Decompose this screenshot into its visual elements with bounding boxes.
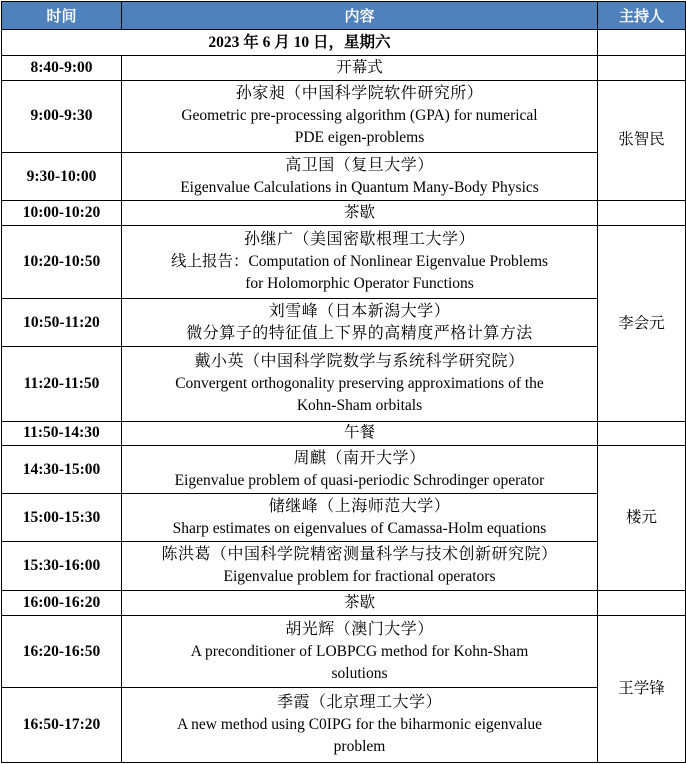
host-empty-cell [598,421,686,445]
date-label: 2023 年 6 月 10 日，星期六 [2,30,598,56]
header-content: 内容 [122,2,598,30]
session-row [2,152,686,200]
session-time: 15:30-16:00 [2,542,122,590]
session-content [122,615,598,687]
event-label: 茶歇 [122,590,598,615]
event-label: 茶歇 [122,201,598,226]
break-row [2,201,686,226]
session-time: 16:20-16:50 [2,615,122,687]
talk-title-line: PDE eigen-problems [294,129,425,147]
speaker-name: 储继峰（上海师范大学） [268,497,451,515]
header-time: 时间 [2,2,122,30]
speaker-name: 高卫国（复旦大学） [285,156,434,174]
talk-title-line: 线上报告：Computation of Nonlinear Eigenvalue Problems [170,253,549,271]
header-host: 主持人 [598,2,686,30]
session-content [122,347,598,421]
session-time: 16:00-16:20 [2,590,122,615]
session-content [122,494,598,542]
event-label: 开幕式 [122,56,598,80]
break-row [2,421,686,445]
date-host-empty [598,30,686,56]
host-empty-cell [598,201,686,226]
session-time: 10:20-10:50 [2,226,122,298]
speaker-name: 孙继广（美国密歇根理工大学） [243,231,475,249]
session-content [122,542,598,590]
session-time: 9:00-9:30 [2,80,122,152]
session-time: 9:30-10:00 [2,152,122,200]
session-host: 李会元 [598,226,686,421]
session-time: 15:00-15:30 [2,494,122,542]
session-time: 8:40-9:00 [2,56,122,80]
host-empty-cell [598,56,686,80]
session-row [2,298,686,346]
session-row [2,445,686,493]
session-time: 10:50-11:20 [2,298,122,346]
date-row [2,30,686,56]
session-row [2,226,686,298]
session-time: 11:50-14:30 [2,421,122,445]
header-row [2,2,686,30]
session-time: 10:00-10:20 [2,201,122,226]
speaker-name: 季霞（北京理工大学） [276,694,442,712]
speaker-name: 胡光辉（澳门大学） [285,620,434,638]
speaker-name: 孙家昶（中国科学院软件研究所） [235,85,484,103]
event-label: 午餐 [122,421,598,445]
session-host: 张智民 [598,80,686,201]
talk-title-line: A preconditioner of LOBPCG method for Kohn-Sham [190,642,529,660]
session-row [2,347,686,421]
session-time: 16:50-17:20 [2,688,122,763]
schedule-table [1,1,686,763]
speaker-name: 戴小英（中国科学院数学与系统科学研究院） [194,352,525,370]
talk-title-line: Sharp estimates on eigenvalues of Camassa-Holm equations [172,519,547,537]
talk-title-line: problem [333,738,386,756]
break-row [2,590,686,615]
talk-title-line: Eigenvalue problem for fractional operators [223,568,496,586]
session-row [2,80,686,152]
speaker-name: 刘雪峰（日本新潟大学） [268,302,451,320]
session-content [122,445,598,493]
talk-title-line: A new method using C0IPG for the biharmonic eigenvalue [176,716,543,734]
session-host: 王学锋 [598,615,686,762]
speaker-name: 周麒（南开大学） [293,449,426,467]
session-content [122,226,598,298]
session-row [2,615,686,687]
talk-title-line: Convergent orthogonality preserving approximations of the [175,374,544,392]
speaker-name: 陈洪葛（中国科学院精密测量科学与技术创新研究院） [161,546,558,564]
session-content [122,688,598,763]
talk-title-line: Geometric pre-processing algorithm (GPA) for numerical [181,107,538,125]
session-row [2,494,686,542]
talk-title-line: Eigenvalue Calculations in Quantum Many-Body Physics [180,178,539,196]
talk-title-line: 微分算子的特征值上下界的高精度严格计算方法 [186,324,533,342]
talk-title-line: for Holomorphic Operator Functions [245,275,474,293]
session-content [122,152,598,200]
session-row [2,688,686,763]
session-host: 楼元 [598,445,686,590]
session-content [122,298,598,346]
host-empty-cell [598,590,686,615]
talk-title-line: Eigenvalue problem of quasi-periodic Schrodinger operator [174,471,545,489]
session-time: 14:30-15:00 [2,445,122,493]
talk-title-line: solutions [331,664,388,682]
session-row [2,56,686,80]
session-row [2,542,686,590]
session-time: 11:20-11:50 [2,347,122,421]
talk-title-line: Kohn-Sham orbitals [296,396,423,414]
session-content [122,80,598,152]
